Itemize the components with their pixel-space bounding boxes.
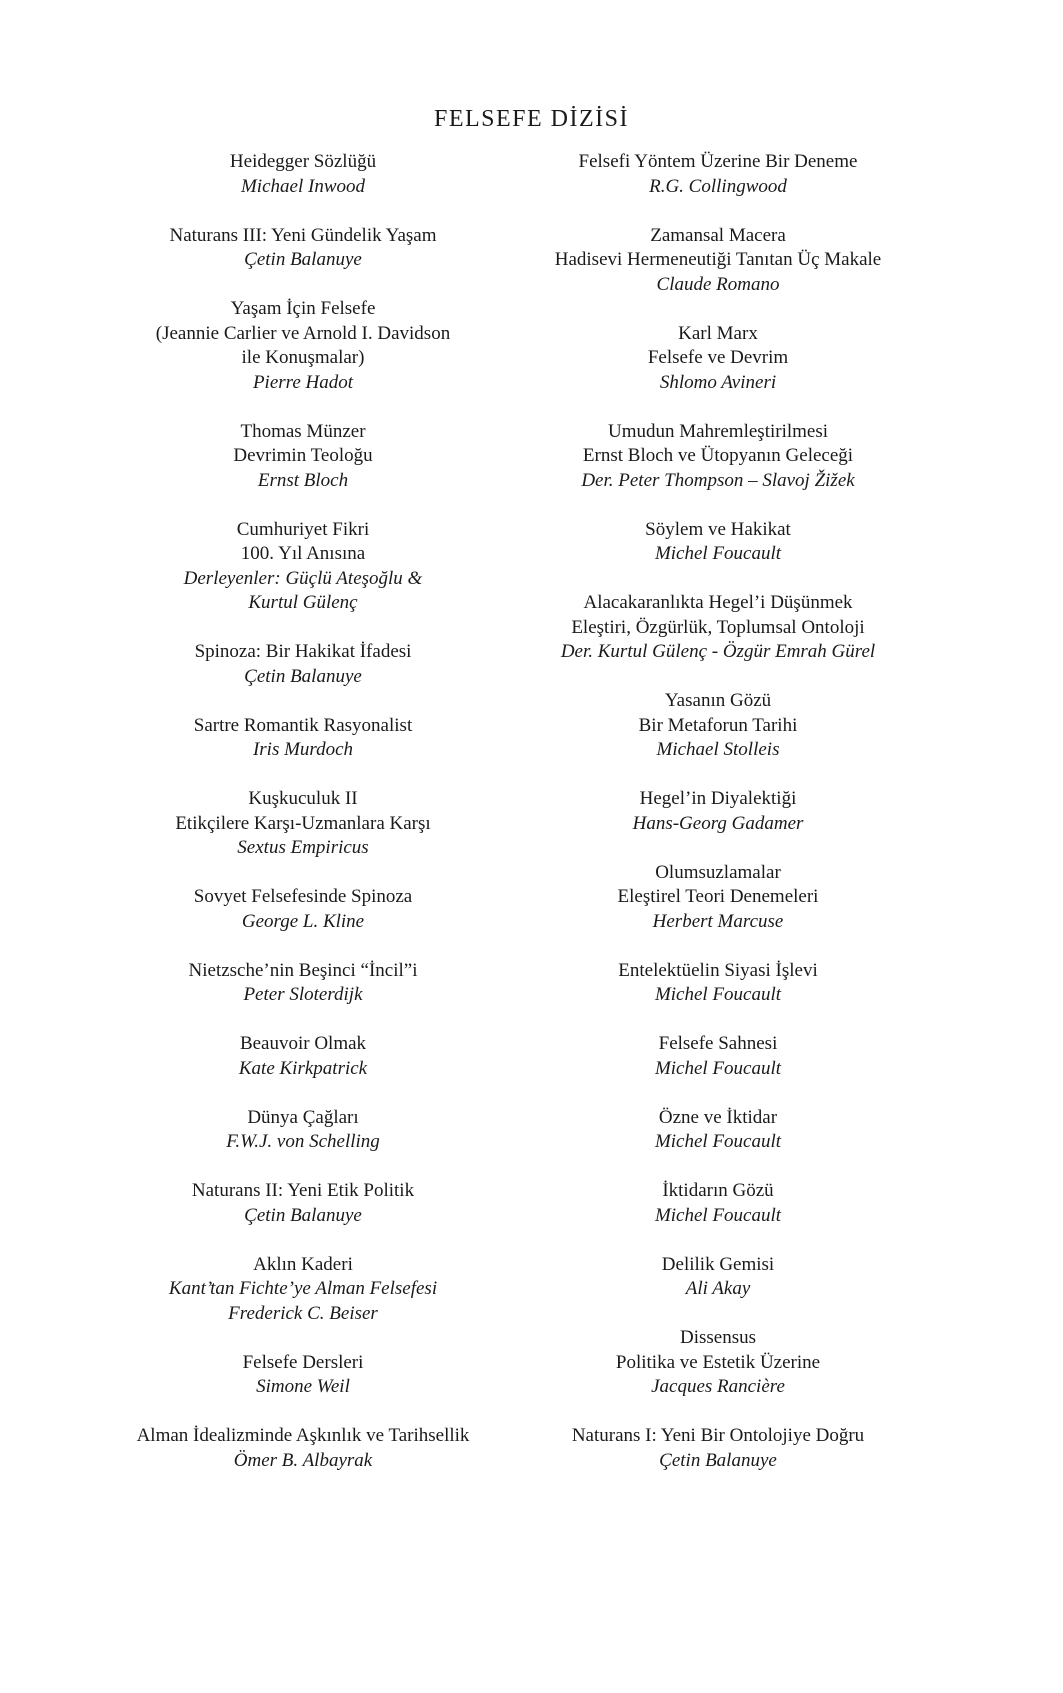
book-author-line: Iris Murdoch (252, 739, 354, 760)
book-entry (520, 959, 916, 1008)
book-title-line: Ernst Bloch ve Ütopyanın Geleceği (582, 445, 854, 466)
book-author-line: Michel Foucault (654, 1057, 782, 1079)
book-author-line: Ernst Bloch (257, 469, 349, 491)
book-author-line: Ömer B. Albayrak (233, 1449, 373, 1471)
book-entry (100, 420, 506, 494)
book-title-line: Yasanın Gözü (664, 690, 772, 711)
book-author-line: George L. Kline (241, 910, 365, 932)
book-entry (100, 1253, 506, 1327)
book-author-line: Çetin Balanuye (244, 1204, 362, 1226)
book-entry (520, 689, 916, 763)
book-title-line: Felsefe Dersleri (242, 1351, 364, 1373)
book-title-line: İktidarın Gözü (662, 1180, 774, 1201)
book-title-line: Aklın Kaderi (253, 1253, 353, 1275)
book-author-line: Michel Foucault (654, 984, 782, 1005)
book-entry (100, 518, 506, 616)
book-entry (100, 150, 506, 199)
book-title-line: Söylem ve Hakikat (645, 518, 791, 540)
book-author-line: Jacques Rancière (651, 1376, 785, 1397)
book-entry (100, 1351, 506, 1400)
book-title-line: Beauvoir Olmak (239, 1033, 367, 1054)
book-title-line: Devrimin Teoloğu (233, 445, 373, 466)
book-entry (520, 861, 916, 935)
book-author-line: Kant’tan Fichte’ye Alman Felsefesi (168, 1278, 438, 1299)
book-entry (520, 322, 916, 396)
book-title-line: Spinoza: Bir Hakikat İfadesi (194, 641, 412, 662)
book-title-line: Etikçilere Karşı-Uzmanlara Karşı (175, 812, 431, 834)
book-title-line: Kuşkuculuk II (248, 788, 358, 809)
book-title-line: Zamansal Macera (650, 224, 786, 246)
book-author-line: Claude Romano (656, 273, 780, 295)
book-title-line: Politika ve Estetik Üzerine (615, 1351, 821, 1373)
book-title-line: Delilik Gemisi (661, 1253, 775, 1275)
book-entry (520, 1253, 916, 1302)
book-entry (100, 297, 506, 395)
book-author-line: Frederick C. Beiser (228, 1302, 378, 1324)
book-title-line: ile Konuşmalar) (241, 347, 365, 368)
book-author-line: Michel Foucault (654, 1131, 782, 1152)
book-title-line: Hegel’in Diyalektiği (639, 788, 797, 809)
book-author-line: Kurtul Gülenç (248, 592, 358, 613)
right-column (520, 150, 916, 1498)
book-title-line: Alacakaranlıkta Hegel’i Düşünmek (583, 592, 853, 613)
book-entry (520, 1424, 916, 1473)
book-author-line: Simone Weil (256, 1376, 350, 1397)
book-title-line: Bir Metaforun Tarihi (638, 714, 798, 736)
book-entry (520, 150, 916, 199)
book-entry (520, 1032, 916, 1081)
book-author-line: Herbert Marcuse (652, 910, 784, 932)
page-title: FELSEFE DİZİSİ (434, 106, 629, 132)
book-author-line: Der. Peter Thompson – Slavoj Žižek (581, 469, 855, 491)
book-title-line: Özne ve İktidar (658, 1106, 778, 1128)
book-author-line: Derleyenler: Güçlü Ateşoğlu & (183, 567, 423, 589)
book-entry (100, 885, 506, 934)
book-author-line: Der. Kurtul Gülenç - Özgür Emrah Gürel (560, 641, 876, 662)
book-title-line: Umudun Mahremleştirilmesi (607, 420, 829, 442)
book-author-line: Michael Stolleis (656, 739, 780, 760)
book-entry (100, 714, 506, 763)
book-title-line: Yaşam İçin Felsefe (230, 298, 376, 319)
book-entry (520, 591, 916, 665)
book-entry (100, 224, 506, 273)
book-author-line: Michel Foucault (654, 543, 782, 564)
book-author-line: Pierre Hadot (252, 371, 354, 393)
book-author-line: Peter Sloterdijk (243, 984, 363, 1005)
book-title-line: Naturans III: Yeni Gündelik Yaşam (169, 224, 437, 246)
book-title-line: Nietzsche’nin Beşinci “İncil”i (188, 959, 418, 981)
book-title-line: Olumsuzlamalar (655, 861, 781, 883)
book-entry (520, 1106, 916, 1155)
book-title-line: Felsefi Yöntem Üzerine Bir Deneme (578, 151, 858, 172)
book-title-line: Felsefe Sahnesi (658, 1033, 778, 1054)
book-title-line: Sartre Romantik Rasyonalist (193, 714, 413, 736)
book-entry (100, 640, 506, 689)
book-title-line: Dissensus (679, 1327, 756, 1348)
book-title-line: Eleştiri, Özgürlük, Toplumsal Ontoloji (571, 616, 865, 638)
book-author-line: R.G. Collingwood (649, 175, 787, 197)
book-author-line: Michael Inwood (240, 175, 365, 197)
book-entry (520, 1179, 916, 1228)
book-entry (520, 1326, 916, 1400)
book-title-line: Cumhuriyet Fikri (236, 518, 370, 540)
book-title-line: Entelektüelin Siyasi İşlevi (618, 959, 818, 981)
book-author-line: Kate Kirkpatrick (238, 1057, 368, 1079)
book-title-line: Hadisevi Hermeneutiği Tanıtan Üç Makale (554, 249, 882, 270)
book-entry (520, 224, 916, 298)
book-title-line: Karl Marx (678, 322, 758, 344)
book-title-line: Naturans I: Yeni Bir Ontolojiye Doğru (571, 1425, 865, 1446)
book-title-line: Eleştirel Teori Denemeleri (617, 886, 819, 907)
book-author-line: Sextus Empiricus (237, 837, 369, 858)
book-title-line: Heidegger Sözlüğü (229, 151, 377, 172)
book-entry (100, 1106, 506, 1155)
book-author-line: Çetin Balanuye (244, 249, 362, 270)
book-title-line: (Jeannie Carlier ve Arnold I. Davidson (155, 322, 451, 344)
book-entry (520, 420, 916, 494)
book-title-line: Felsefe ve Devrim (647, 347, 789, 368)
book-title-line: Dünya Çağları (247, 1106, 359, 1128)
book-entry (100, 787, 506, 861)
book-author-line: Çetin Balanuye (659, 1449, 777, 1471)
left-column (100, 150, 506, 1498)
book-author-line: Çetin Balanuye (244, 665, 362, 687)
book-title-line: Sovyet Felsefesinde Spinoza (193, 886, 413, 907)
book-title-line: 100. Yıl Anısına (240, 543, 366, 564)
book-title-line: Naturans II: Yeni Etik Politik (191, 1180, 415, 1201)
book-author-line: Shlomo Avineri (659, 371, 777, 393)
book-author-line: Hans-Georg Gadamer (632, 812, 804, 834)
book-author-line: Michel Foucault (654, 1204, 782, 1226)
book-author-line: Ali Akay (685, 1278, 751, 1299)
book-entry (100, 1032, 506, 1081)
book-title-line: Thomas Münzer (240, 420, 366, 442)
book-entry (100, 1424, 506, 1473)
book-entry (520, 787, 916, 836)
book-title-line: Alman İdealizminde Aşkınlık ve Tarihsellik (136, 1425, 470, 1446)
book-entry (100, 959, 506, 1008)
book-entry (520, 518, 916, 567)
book-author-line: F.W.J. von Schelling (226, 1131, 380, 1152)
book-entry (100, 1179, 506, 1228)
